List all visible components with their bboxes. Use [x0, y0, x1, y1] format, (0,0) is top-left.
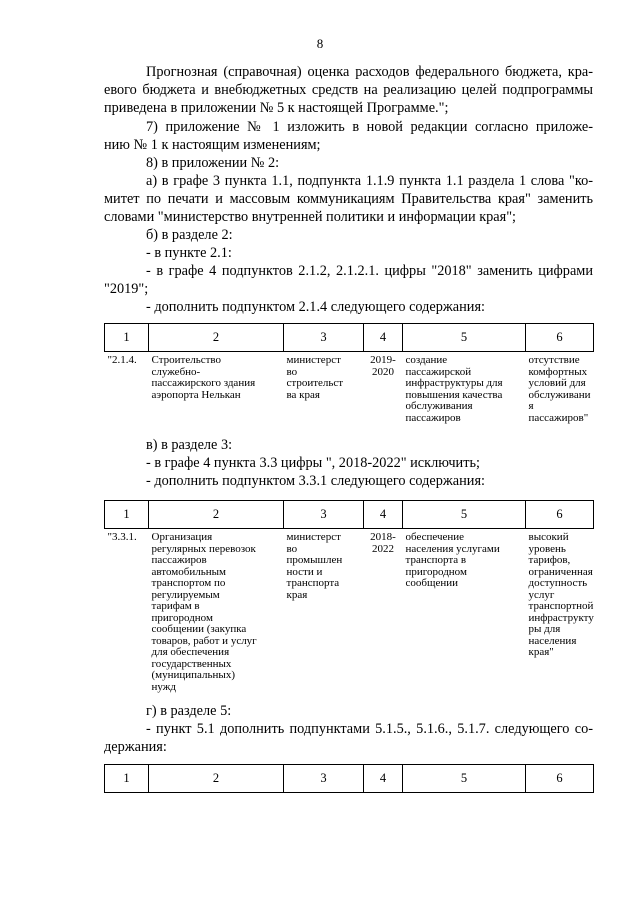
text-line: - дополнить подпунктом 3.3.1 следующего содержания:: [146, 473, 485, 489]
header-cell: 1: [105, 324, 149, 352]
text-line: - в пункте 2.1:: [146, 245, 232, 261]
cell-executor: министерст во строительст ва края: [286, 354, 344, 401]
cell-executor: министерст во промышлен ности и транспорта края: [286, 531, 343, 601]
text-line: митет по печати и массовым коммуникациям Правительства края" заменить: [104, 191, 593, 207]
text-line: - в графе 4 подпунктов 2.1.2, 2.1.2.1. цифры "2018" заменить цифрами: [146, 263, 593, 279]
table-row: [105, 529, 594, 694]
text-line: - пункт 5.1 дополнить подпунктами 5.1.5., 5.1.6., 5.1.7. следующего со-: [146, 721, 593, 737]
cell-number: "2.1.4.: [107, 354, 137, 366]
table-2-1-4: [104, 323, 594, 424]
header-cell: 6: [526, 324, 594, 352]
table-5-1: [104, 764, 594, 793]
text-line: а) в графе 3 пункта 1.1, подпункта 1.1.9 пункта 1.1 раздела 1 слова "ко-: [146, 173, 593, 189]
text-line: приведена в приложении № 5 к настоящей Программе.";: [104, 100, 449, 116]
header-cell: 5: [403, 501, 526, 529]
text-line: в) в разделе 3:: [146, 437, 233, 453]
header-cell: 2: [149, 765, 284, 793]
header-cell: 1: [105, 501, 149, 529]
header-cell: 5: [403, 765, 526, 793]
table-row: [105, 352, 594, 425]
text-line: Прогнозная (справочная) оценка расходов федерального бюджета, кра-: [146, 64, 593, 80]
header-cell: 1: [105, 765, 149, 793]
text-line: словами "министерство внутренней политики и информации края";: [104, 209, 517, 225]
header-cell: 3: [284, 324, 364, 352]
cell-years: 2018- 2022: [370, 531, 396, 555]
header-cell: 6: [526, 765, 594, 793]
text-line: б) в разделе 2:: [146, 227, 233, 243]
text-line: держания:: [104, 739, 167, 755]
cell-consequence: высокий уровень тарифов, ограниченная доступность услуг транспортной инфраструкту ры для населения края": [528, 531, 594, 658]
header-cell: 3: [284, 765, 364, 793]
header-cell: 4: [364, 324, 403, 352]
page-number: 8: [316, 36, 324, 51]
header-cell: 4: [364, 501, 403, 529]
header-cell: 2: [149, 501, 284, 529]
header-cell: 2: [149, 324, 284, 352]
text-line: г) в разделе 5:: [146, 703, 232, 719]
cell-number: "3.3.1.: [107, 531, 137, 543]
table-header-row: [105, 324, 594, 352]
cell-name: Строительство служебно- пассажирского здания аэропорта Нелькан: [151, 354, 256, 401]
text-line: 8) в приложении № 2:: [146, 155, 280, 171]
table-header-row: [105, 501, 594, 529]
text-line: "2019";: [104, 281, 149, 297]
text-line: 7) приложение № 1 изложить в новой редакции согласно приложе-: [146, 119, 593, 135]
cell-result: обеспечение населения услугами транспорта в пригородном сообщении: [405, 531, 500, 589]
text-line: евого бюджета и внебюджетных средств на реализацию целей подпрограммы: [104, 82, 593, 98]
cell-result: создание пассажирской инфраструктуры для повышения качества обслуживания пассажиров: [405, 354, 503, 424]
cell-consequence: отсутствие комфортных условий для обслуживани я пассажиров": [528, 354, 591, 424]
header-cell: 5: [403, 324, 526, 352]
text-line: - дополнить подпунктом 2.1.4 следующего содержания:: [146, 299, 485, 315]
cell-years: 2019- 2020: [370, 354, 396, 378]
cell-name: Организация регулярных перевозок пассажиров автомобильным транспортом по регулируемым тарифам в пригородном сообщении (закупка товаров, работ и услуг для обеспечения государственных (муниципальных) нужд: [151, 531, 257, 693]
text-line: - в графе 4 пункта 3.3 цифры ", 2018-2022" исключить;: [146, 455, 480, 471]
text-line: нию № 1 к настоящим изменениям;: [104, 137, 321, 153]
header-cell: 4: [364, 765, 403, 793]
header-cell: 3: [284, 501, 364, 529]
table-header-row: [105, 765, 594, 793]
table-3-3-1: [104, 500, 594, 693]
header-cell: 6: [526, 501, 594, 529]
